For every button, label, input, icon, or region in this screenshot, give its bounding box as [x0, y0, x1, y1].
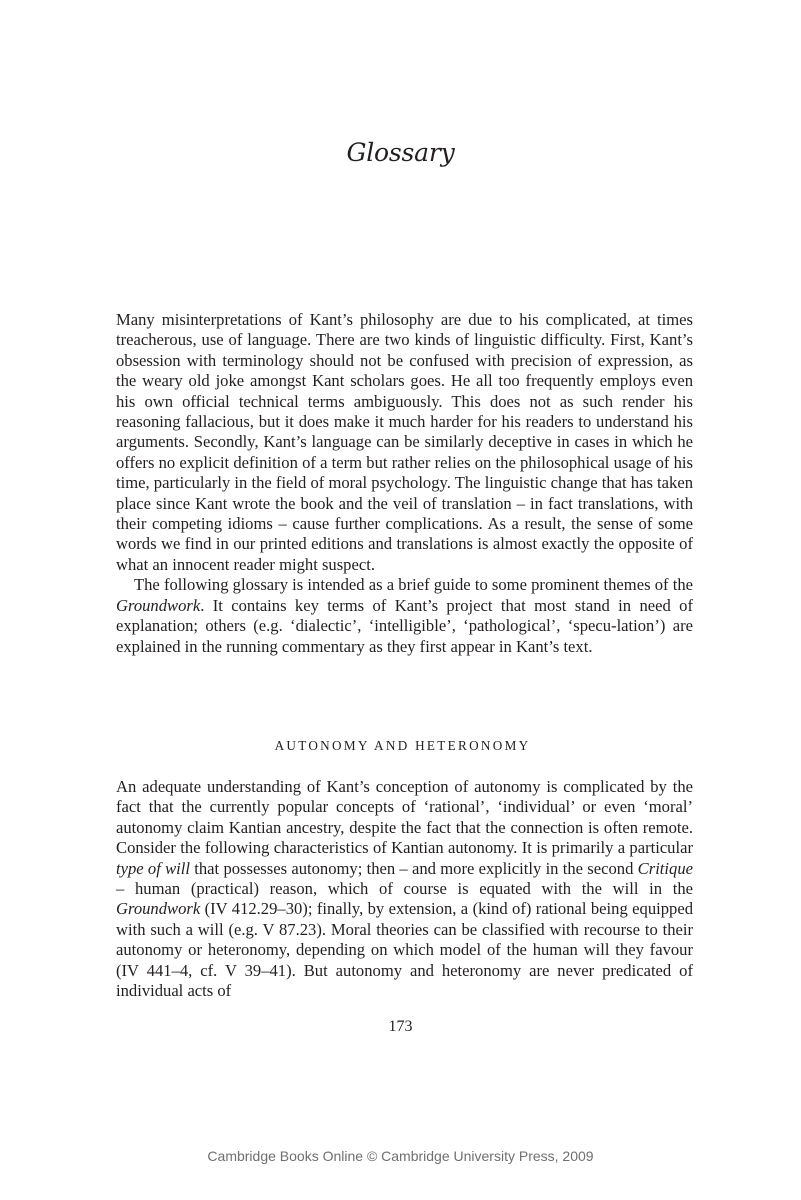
page-number: 173	[388, 1018, 413, 1035]
intro-p2-text-1: The following glossary is intended as a brief guide to some prominent themes of the	[134, 575, 693, 595]
intro-paragraph-1: Many misinterpretations of Kant’s philosophy are due to his complicated, at times treacherous, use of language. There are two kinds of linguistic difficulty. First, Kant’s obsession with terminology should not be confused with precision of expression, as the weary old joke amongst Kant scholars goes. He all too frequently employs even his own official technical terms ambiguously. This does not as such render his reasoning fallacious, but it does make it much harder for his readers to understand his arguments. Secondly, Kant’s language can be similarly deceptive in cases in which he offers no explicit definition of a term but rather relies on the philosophical usage of his time, particularly in the field of moral psychology. The linguistic change that has taken place since Kant wrote the book and the veil of translation – in fact translations, with their competing idioms – cause further complications. As a result, the sense of some words we find in our printed editions and translations is almost exactly the opposite of what an innocent reader might suspect.	[116, 310, 693, 574]
autonomy-text-1: An adequate understanding of Kant’s conception of autonomy is complicated by the fact that the currently popular concepts of ‘rational’, ‘individual’ or even ‘moral’ autonomy claim Kantian ancestry, despite the fact that the connection is often remote. Consider the following characteristics of Kantian autonomy. It is primarily a particular	[116, 777, 693, 858]
autonomy-text-3: – human (practical) reason, which of course is equated with the will in the	[116, 879, 693, 899]
autonomy-italic-critique: Critique	[637, 858, 693, 878]
intro-p2-text-2: . It contains key terms of Kant’s project that most stand in need of explanation; others (e.g. ‘dialectic’, ‘intelligible’, ‘pathological’, ‘specu-lation’) are explained in the running commentary as they first appear in Kant’s text.	[116, 595, 693, 656]
autonomy-italic-type-of-will: type of will	[116, 858, 190, 878]
intro-section	[116, 310, 693, 657]
intro-paragraph-2	[116, 575, 693, 657]
autonomy-section	[116, 777, 693, 1001]
intro-p2-italic-groundwork: Groundwork	[116, 595, 201, 615]
autonomy-text-2: that possesses autonomy; then – and more explicitly in the second	[190, 858, 638, 878]
chapter-title: Glossary	[346, 138, 455, 167]
footer-copyright: Cambridge Books Online © Cambridge University Press, 2009	[207, 1148, 594, 1164]
autonomy-italic-groundwork: Groundwork	[116, 899, 201, 919]
section-heading: AUTONOMY AND HETERONOMY	[274, 738, 531, 753]
autonomy-paragraph	[116, 777, 693, 1001]
autonomy-text-4: (IV 412.29–30); finally, by extension, a (kind of) rational being equipped with such a will (e.g. V 87.23). Moral theories can be classified with recourse to their autonomy or heteronomy, depending on which model of the human will they favour (IV 441–4, cf. V 39–41). But autonomy and heteronomy are never predicated of individual acts of	[116, 899, 693, 1001]
